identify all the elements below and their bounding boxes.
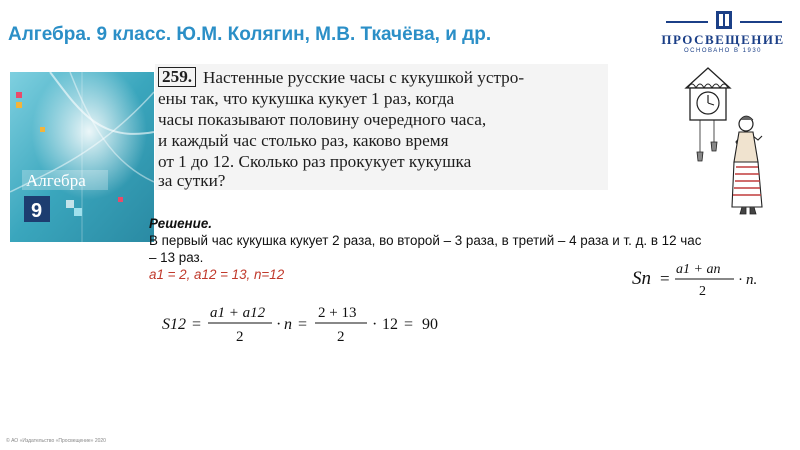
svg-text:=: = bbox=[192, 316, 202, 333]
problem-line: за сутки? bbox=[158, 171, 226, 190]
problem-number: 259. bbox=[158, 67, 196, 87]
publisher-emblem-icon bbox=[714, 10, 734, 30]
svg-text:·: · bbox=[276, 316, 282, 333]
svg-text:=: = bbox=[404, 316, 414, 333]
cuckoo-clock-illustration bbox=[678, 62, 788, 217]
sum-formula-general bbox=[630, 257, 780, 301]
formula-lhs: Sn bbox=[632, 268, 651, 289]
problem-line: от 1 до 12. Сколько раз прокукует кукушка bbox=[158, 152, 472, 171]
publisher-name: ПРОСВЕЩЕНИЕ bbox=[661, 32, 785, 47]
cover-title: Алгебра bbox=[26, 171, 86, 190]
calc-denominator-1: 2 bbox=[236, 329, 244, 345]
problem-line: часы показывают половину очередного часа, bbox=[158, 110, 487, 129]
svg-text:·: · bbox=[372, 316, 378, 333]
book-cover bbox=[10, 72, 154, 242]
svg-text:=: = bbox=[298, 316, 308, 333]
solution-heading: Решение. bbox=[149, 216, 212, 231]
formula-numerator: a1 + an bbox=[676, 262, 721, 277]
svg-text:·: · bbox=[738, 272, 743, 288]
page-title: Алгебра. 9 класс. Ю.М. Колягин, М.В. Ткачёва, и др. bbox=[8, 24, 492, 45]
solution-given: a1 = 2, a12 = 13, n=12 bbox=[149, 267, 285, 282]
calc-lhs: S12 bbox=[162, 316, 186, 333]
copyright-notice: © АО «Издательство «Просвещение» 2020 bbox=[6, 438, 106, 444]
formula-denominator: 2 bbox=[699, 284, 706, 299]
problem-line: и каждый час столько раз, каково время bbox=[158, 131, 449, 150]
formula-factor: n. bbox=[746, 272, 758, 288]
problem-line: ены так, что кукушка кукует 1 раз, когда bbox=[158, 89, 455, 108]
publisher-logo bbox=[660, 8, 786, 58]
svg-text:=: = bbox=[660, 269, 670, 288]
publisher-founded: ОСНОВАНО В 1930 bbox=[684, 48, 762, 54]
logo-rule-right bbox=[740, 21, 782, 23]
calc-factor: 12 bbox=[382, 316, 398, 333]
calc-result: 90 bbox=[422, 316, 438, 333]
solution-text: В первый час кукушка кукует 2 раза, во второй – 3 раза, в третий – 4 раза и т. д. в 12 час – 13 раз. bbox=[149, 233, 702, 265]
cover-grade: 9 bbox=[31, 200, 43, 222]
calc-denominator-2: 2 bbox=[337, 329, 345, 345]
logo-rule-left bbox=[666, 21, 708, 23]
solution-block bbox=[149, 215, 709, 283]
sum-formula-calculation bbox=[160, 300, 460, 350]
calc-numerator-2: 2 + 13 bbox=[318, 305, 357, 321]
calc-mid: n bbox=[284, 316, 292, 333]
calc-numerator-1: a1 + a12 bbox=[210, 305, 266, 321]
problem-statement bbox=[155, 64, 608, 190]
problem-line: Настенные русские часы с кукушкой устро- bbox=[203, 68, 525, 87]
